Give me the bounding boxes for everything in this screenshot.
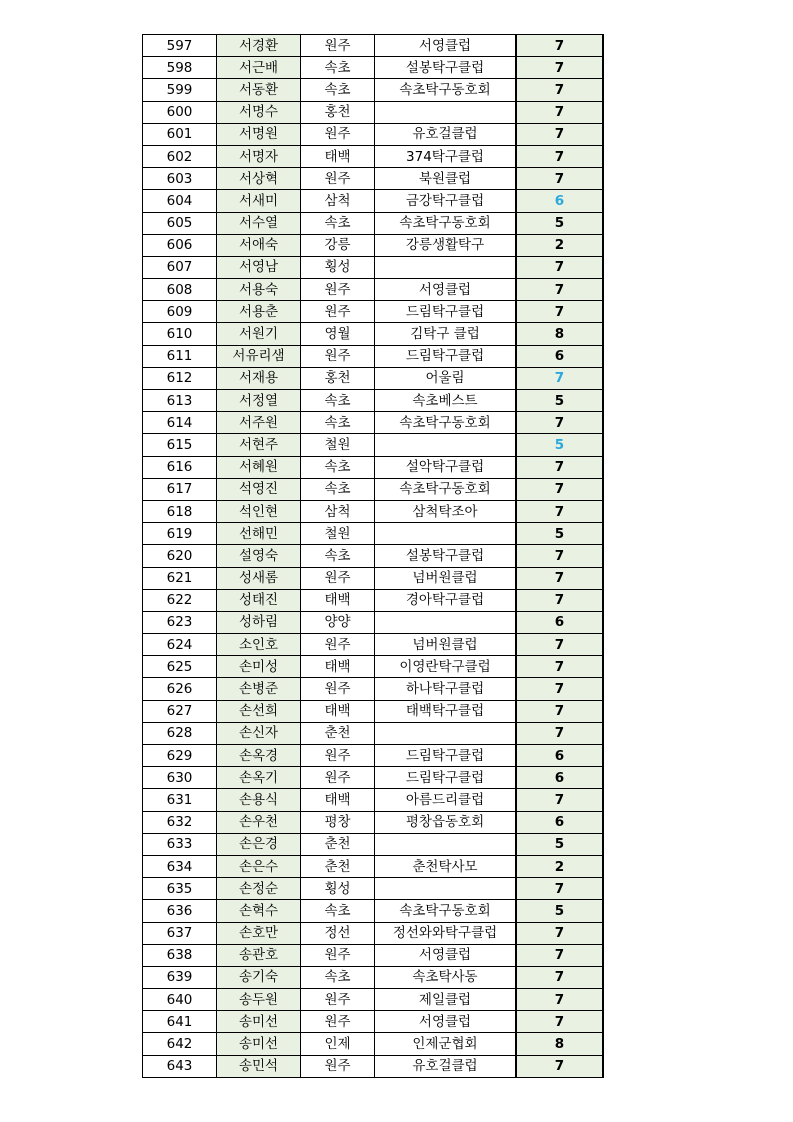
table-row [143,478,604,500]
member-region: 원주 [301,567,375,589]
table-row [143,1011,604,1033]
member-club: 인제군협회 [375,1033,517,1055]
member-region: 춘천 [301,855,375,877]
member-name: 송미선 [217,1033,301,1055]
table-row [143,656,604,678]
member-region: 태백 [301,656,375,678]
member-region: 평창 [301,811,375,833]
member-club: 금강탁구클럽 [375,190,517,212]
row-number: 619 [143,523,217,545]
member-score: 5 [516,390,603,412]
table-row [143,989,604,1011]
table-row [143,833,604,855]
member-name: 송민석 [217,1055,301,1077]
member-club: 하나탁구클럽 [375,678,517,700]
table-row [143,279,604,301]
member-score: 7 [516,700,603,722]
member-region: 정선 [301,922,375,944]
table-row [143,589,604,611]
member-region: 원주 [301,345,375,367]
member-region: 춘천 [301,722,375,744]
table-row [143,256,604,278]
member-region: 인제 [301,1033,375,1055]
member-score: 7 [516,722,603,744]
member-score: 7 [516,123,603,145]
member-region: 원주 [301,301,375,323]
member-score: 5 [516,833,603,855]
member-club: 속초탁구동호회 [375,412,517,434]
row-number: 603 [143,168,217,190]
member-score: 8 [516,1033,603,1055]
table-row [143,745,604,767]
member-score: 7 [516,101,603,123]
member-score: 7 [516,789,603,811]
member-region: 속초 [301,456,375,478]
table-row [143,168,604,190]
member-score: 7 [516,168,603,190]
member-score: 5 [516,523,603,545]
row-number: 618 [143,500,217,522]
member-club: 서영클럽 [375,944,517,966]
table-row [143,190,604,212]
table-row [143,212,604,234]
member-region: 속초 [301,545,375,567]
member-club [375,101,517,123]
member-club: 제일클럽 [375,989,517,1011]
member-club: 경아탁구클럽 [375,589,517,611]
table-row [143,922,604,944]
member-name: 손정순 [217,878,301,900]
member-club [375,611,517,633]
member-score: 2 [516,855,603,877]
member-region: 태백 [301,789,375,811]
member-name: 손옥기 [217,767,301,789]
member-score: 7 [516,589,603,611]
member-region: 철원 [301,523,375,545]
member-name: 서새미 [217,190,301,212]
member-club [375,722,517,744]
row-number: 640 [143,989,217,1011]
member-club: 속초탁구동호회 [375,79,517,101]
member-region: 원주 [301,35,375,57]
table-row [143,900,604,922]
member-name: 서현주 [217,434,301,456]
row-number: 622 [143,589,217,611]
member-club: 넘버원클럽 [375,567,517,589]
member-region: 원주 [301,168,375,190]
member-score: 2 [516,234,603,256]
row-number: 617 [143,478,217,500]
member-region: 철원 [301,434,375,456]
member-score: 6 [516,190,603,212]
member-score: 7 [516,1011,603,1033]
member-score: 7 [516,922,603,944]
member-name: 서재용 [217,367,301,389]
member-region: 원주 [301,678,375,700]
member-score: 7 [516,279,603,301]
member-club: 서영클럽 [375,279,517,301]
member-region: 속초 [301,412,375,434]
member-club: 김탁구 클럽 [375,323,517,345]
member-region: 속초 [301,966,375,988]
member-name: 서혜원 [217,456,301,478]
member-club [375,878,517,900]
table-row [143,722,604,744]
table-row [143,523,604,545]
row-number: 624 [143,634,217,656]
table-row [143,944,604,966]
member-name: 서근배 [217,57,301,79]
table-row [143,301,604,323]
member-score: 6 [516,345,603,367]
row-number: 632 [143,811,217,833]
row-number: 599 [143,79,217,101]
member-name: 송미선 [217,1011,301,1033]
member-score: 6 [516,767,603,789]
table-row [143,855,604,877]
member-region: 원주 [301,123,375,145]
row-number: 633 [143,833,217,855]
member-score: 7 [516,301,603,323]
member-club: 드림탁구클럽 [375,745,517,767]
member-region: 속초 [301,478,375,500]
member-club: 삼척탁조아 [375,500,517,522]
table-row [143,101,604,123]
member-score: 7 [516,456,603,478]
table-row [143,966,604,988]
member-score: 7 [516,256,603,278]
member-name: 손미성 [217,656,301,678]
row-number: 625 [143,656,217,678]
row-number: 641 [143,1011,217,1033]
member-score: 5 [516,212,603,234]
member-score: 7 [516,567,603,589]
row-number: 634 [143,855,217,877]
member-score: 7 [516,678,603,700]
table-row [143,412,604,434]
member-name: 성새롬 [217,567,301,589]
member-club: 북원클럽 [375,168,517,190]
member-name: 손신자 [217,722,301,744]
row-number: 629 [143,745,217,767]
member-region: 속초 [301,390,375,412]
member-club: 유호걸클럽 [375,123,517,145]
member-name: 손용식 [217,789,301,811]
member-region: 원주 [301,745,375,767]
member-region: 원주 [301,1055,375,1077]
row-number: 609 [143,301,217,323]
row-number: 597 [143,35,217,57]
member-score: 6 [516,811,603,833]
member-score: 8 [516,323,603,345]
table-row [143,500,604,522]
member-club: 속초베스트 [375,390,517,412]
member-name: 석영진 [217,478,301,500]
row-number: 630 [143,767,217,789]
member-region: 원주 [301,1011,375,1033]
roster-table [142,34,604,1078]
member-name: 서용춘 [217,301,301,323]
member-score: 7 [516,634,603,656]
member-club: 유호걸클럽 [375,1055,517,1077]
member-region: 홍천 [301,101,375,123]
member-name: 서경환 [217,35,301,57]
row-number: 627 [143,700,217,722]
member-club: 태백탁구클럽 [375,700,517,722]
member-club: 속초탁구동호회 [375,478,517,500]
row-number: 610 [143,323,217,345]
row-number: 636 [143,900,217,922]
table-row [143,1055,604,1077]
member-region: 태백 [301,700,375,722]
row-number: 602 [143,145,217,167]
member-club: 춘천탁사모 [375,855,517,877]
table-row [143,434,604,456]
member-name: 서수열 [217,212,301,234]
member-region: 횡성 [301,256,375,278]
member-club: 평창읍동호회 [375,811,517,833]
member-region: 강릉 [301,234,375,256]
member-name: 손병준 [217,678,301,700]
member-club [375,434,517,456]
member-club: 드림탁구클럽 [375,301,517,323]
member-region: 원주 [301,767,375,789]
member-name: 서정열 [217,390,301,412]
member-name: 성하림 [217,611,301,633]
member-name: 송관호 [217,944,301,966]
row-number: 601 [143,123,217,145]
row-number: 613 [143,390,217,412]
member-score: 7 [516,412,603,434]
member-name: 성태진 [217,589,301,611]
member-name: 송두원 [217,989,301,1011]
table-row [143,323,604,345]
member-region: 속초 [301,900,375,922]
member-score: 7 [516,35,603,57]
member-club: 설봉탁구클럽 [375,545,517,567]
member-score: 7 [516,989,603,1011]
row-number: 628 [143,722,217,744]
table-row [143,767,604,789]
member-club: 넘버원클럽 [375,634,517,656]
member-score: 7 [516,57,603,79]
member-region: 원주 [301,634,375,656]
row-number: 615 [143,434,217,456]
member-region: 양양 [301,611,375,633]
member-score: 7 [516,145,603,167]
member-club: 아름드리클럽 [375,789,517,811]
member-club: 374탁구클럽 [375,145,517,167]
member-name: 서용숙 [217,279,301,301]
row-number: 612 [143,367,217,389]
row-number: 620 [143,545,217,567]
table-row [143,390,604,412]
member-region: 춘천 [301,833,375,855]
member-score: 7 [516,878,603,900]
member-region: 영월 [301,323,375,345]
member-region: 횡성 [301,878,375,900]
member-name: 석인현 [217,500,301,522]
member-name: 서동환 [217,79,301,101]
row-number: 598 [143,57,217,79]
member-club: 속초탁사동 [375,966,517,988]
member-name: 서주원 [217,412,301,434]
member-club: 드림탁구클럽 [375,767,517,789]
member-club: 설봉탁구클럽 [375,57,517,79]
member-name: 손혁수 [217,900,301,922]
member-score: 7 [516,500,603,522]
table-row [143,145,604,167]
member-name: 송기숙 [217,966,301,988]
member-score: 7 [516,944,603,966]
table-row [143,678,604,700]
table-row [143,1033,604,1055]
member-club: 드림탁구클럽 [375,345,517,367]
member-club: 어울림 [375,367,517,389]
member-score: 5 [516,900,603,922]
member-club: 서영클럽 [375,1011,517,1033]
member-region: 태백 [301,589,375,611]
member-name: 손우천 [217,811,301,833]
member-name: 손은수 [217,855,301,877]
member-name: 소인호 [217,634,301,656]
member-club [375,256,517,278]
member-name: 손은경 [217,833,301,855]
member-name: 서애숙 [217,234,301,256]
row-number: 604 [143,190,217,212]
table-row [143,700,604,722]
roster-body [143,35,604,1078]
member-club: 설악탁구클럽 [375,456,517,478]
member-club: 서영클럽 [375,35,517,57]
row-number: 611 [143,345,217,367]
member-region: 원주 [301,989,375,1011]
member-region: 속초 [301,79,375,101]
table-row [143,123,604,145]
member-score: 7 [516,367,603,389]
table-row [143,345,604,367]
member-club: 속초탁구동호회 [375,900,517,922]
member-region: 원주 [301,279,375,301]
member-club: 이영란탁구클럽 [375,656,517,678]
member-score: 5 [516,434,603,456]
row-number: 616 [143,456,217,478]
table-row [143,545,604,567]
member-club: 정선와와탁구클럽 [375,922,517,944]
table-row [143,234,604,256]
row-number: 643 [143,1055,217,1077]
member-score: 7 [516,478,603,500]
table-row [143,634,604,656]
member-region: 태백 [301,145,375,167]
member-region: 원주 [301,944,375,966]
member-name: 선해민 [217,523,301,545]
member-name: 서유리샘 [217,345,301,367]
row-number: 626 [143,678,217,700]
member-name: 설영숙 [217,545,301,567]
member-name: 서원기 [217,323,301,345]
table-row [143,789,604,811]
member-region: 홍천 [301,367,375,389]
row-number: 614 [143,412,217,434]
member-name: 손옥경 [217,745,301,767]
member-club [375,523,517,545]
row-number: 635 [143,878,217,900]
member-club: 속초탁구동호회 [375,212,517,234]
row-number: 639 [143,966,217,988]
row-number: 642 [143,1033,217,1055]
member-region: 삼척 [301,500,375,522]
table-row [143,367,604,389]
table-row [143,811,604,833]
table-row [143,878,604,900]
row-number: 637 [143,922,217,944]
row-number: 623 [143,611,217,633]
member-score: 6 [516,611,603,633]
row-number: 621 [143,567,217,589]
table-row [143,57,604,79]
table-row [143,79,604,101]
row-number: 605 [143,212,217,234]
member-score: 7 [516,656,603,678]
row-number: 607 [143,256,217,278]
row-number: 608 [143,279,217,301]
member-score: 7 [516,79,603,101]
member-region: 속초 [301,57,375,79]
table-row [143,567,604,589]
table-row [143,35,604,57]
member-name: 서명수 [217,101,301,123]
member-region: 삼척 [301,190,375,212]
member-club: 강릉생활탁구 [375,234,517,256]
member-score: 7 [516,1055,603,1077]
member-name: 서명원 [217,123,301,145]
member-name: 서영남 [217,256,301,278]
member-club [375,833,517,855]
member-score: 7 [516,966,603,988]
member-name: 서명자 [217,145,301,167]
row-number: 638 [143,944,217,966]
table-row [143,611,604,633]
row-number: 606 [143,234,217,256]
member-score: 6 [516,745,603,767]
member-name: 서상혁 [217,168,301,190]
member-name: 손선희 [217,700,301,722]
member-score: 7 [516,545,603,567]
row-number: 600 [143,101,217,123]
table-row [143,456,604,478]
member-region: 속초 [301,212,375,234]
row-number: 631 [143,789,217,811]
member-name: 손호만 [217,922,301,944]
